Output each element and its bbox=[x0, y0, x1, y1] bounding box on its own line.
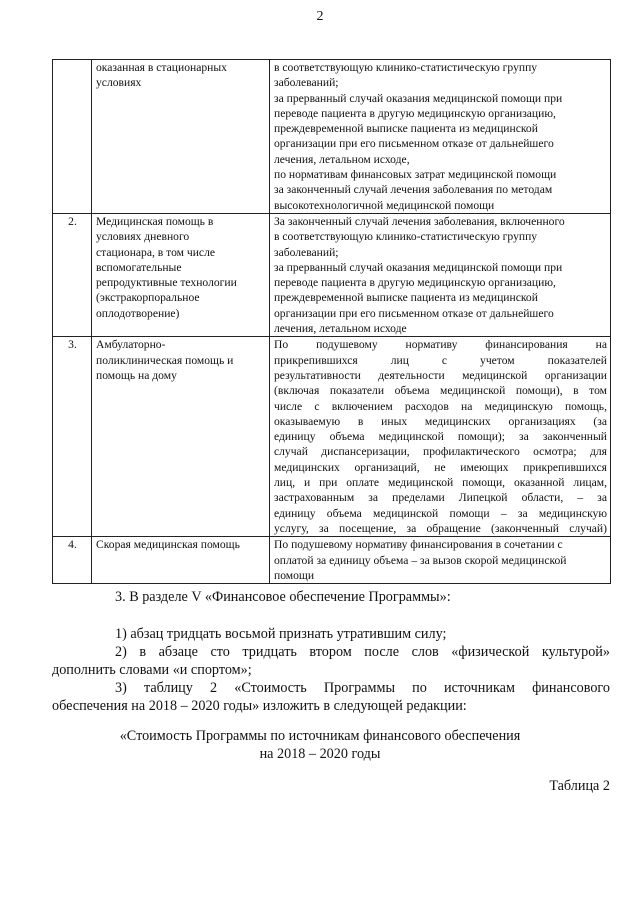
payment-method-line: организации при его письменном отказе от дальнейшего bbox=[274, 137, 554, 151]
item-2-line-1: 2) в абзаце сто тридцать втором после слов «физической культурой» bbox=[115, 644, 610, 660]
item-2-line-2: дополнить словами «и спортом»; bbox=[52, 662, 252, 678]
care-type-line: Амбулаторно- bbox=[96, 338, 166, 352]
care-type-line: репродуктивные технологии bbox=[96, 276, 237, 290]
care-type-line: помощь на дому bbox=[96, 368, 177, 382]
care-type-line: поликлиническая помощь и bbox=[96, 353, 234, 367]
table-row bbox=[53, 213, 611, 336]
payment-method-line: организации при его письменном отказе от дальнейшего bbox=[274, 306, 554, 320]
table-row bbox=[53, 337, 611, 537]
care-type-cell bbox=[92, 537, 270, 584]
item-2 bbox=[52, 643, 610, 679]
care-type-line: стационара, в том числе bbox=[96, 245, 216, 259]
payment-method-line: застрахованным за пределами Липецкой области, – за bbox=[274, 491, 607, 505]
section-heading: 3. В разделе V «Финансовое обеспечение Программы»: bbox=[115, 589, 451, 605]
payment-method-line: По подушевому нормативу финансирования на bbox=[274, 338, 607, 352]
care-type-cell bbox=[92, 213, 270, 336]
item-3-line-1: 3) таблицу 2 «Стоимость Программы по источникам финансового bbox=[115, 680, 610, 696]
quoted-table-title bbox=[0, 727, 640, 763]
payment-method-line: единицу объема медицинской помощи – за медицинскую bbox=[274, 506, 607, 520]
payment-method-line: в соответствующую клинико-статистическую группу bbox=[274, 61, 538, 74]
care-type-line: оплодотворение) bbox=[96, 306, 180, 320]
care-type-line: Скорая медицинская помощь bbox=[96, 538, 240, 552]
item-3-line-2: обеспечения на 2018 – 2020 годы» изложить в следующей редакции: bbox=[52, 698, 467, 714]
care-type-line: (экстракорпоральное bbox=[96, 291, 200, 305]
item-3 bbox=[52, 679, 610, 715]
payment-method-line: (включая показатели объема медицинской помощи), в том bbox=[274, 384, 607, 398]
payment-method-line: результативности деятельности медицинской организации bbox=[274, 368, 607, 382]
payment-methods-table bbox=[52, 59, 611, 584]
row-number-cell: 2. bbox=[53, 213, 92, 336]
payment-method-line: прикрепившихся лиц с учетом показателей bbox=[274, 353, 607, 367]
care-type-cell bbox=[92, 60, 270, 214]
care-type-line: оказанная в стационарных bbox=[96, 61, 227, 74]
care-type-cell bbox=[92, 337, 270, 537]
care-type-line: условиях дневного bbox=[96, 230, 190, 244]
payment-method-line: заболеваний; bbox=[274, 76, 339, 90]
payment-method-cell bbox=[270, 337, 611, 537]
quoted-table-title-line-2: на 2018 – 2020 годы bbox=[259, 746, 381, 762]
payment-method-line: переводе пациента в другую медицинскую организацию, bbox=[274, 276, 556, 290]
table-row bbox=[53, 537, 611, 584]
payment-method-line: преждевременной выписке пациента из медицинской bbox=[274, 291, 538, 305]
payment-method-line: лиц, и при оплате медицинской помощи, оказанной лицам, bbox=[274, 476, 607, 490]
payment-method-cell bbox=[270, 60, 611, 214]
payment-method-cell bbox=[270, 537, 611, 584]
payment-method-line: по нормативам финансовых затрат медицинской помощи bbox=[274, 168, 557, 182]
payment-method-cell bbox=[270, 213, 611, 336]
payment-method-line: за прерванный случай оказания медицинской помощи при bbox=[274, 260, 563, 274]
care-type-line: вспомогательные bbox=[96, 260, 182, 274]
payment-method-line: медицинских организаций, не имеющих прикрепившихся bbox=[274, 460, 607, 474]
row-number-cell: 3. bbox=[53, 337, 92, 537]
payment-method-line: лечения, летальном исходе, bbox=[274, 152, 410, 166]
payment-method-line: услугу, за посещение, за обращение (законченный случай) bbox=[274, 521, 607, 535]
payment-method-line: случай диспансеризации, профилактического осмотра; для bbox=[274, 445, 607, 459]
payment-method-line: числе с включением расходов на медицинскую помощь, bbox=[274, 399, 607, 413]
payment-method-line: переводе пациента в другую медицинскую организацию, bbox=[274, 106, 556, 120]
table-row bbox=[53, 60, 611, 214]
row-number-cell: 4. bbox=[53, 537, 92, 584]
payment-method-line: По подушевому нормативу финансирования в сочетании с bbox=[274, 538, 563, 552]
payment-method-line: в соответствующую клинико-статистическую группу bbox=[274, 230, 538, 244]
payment-method-line: высокотехнологичной медицинской помощи bbox=[274, 198, 495, 212]
care-type-line: Медицинская помощь в bbox=[96, 214, 214, 228]
table-label: Таблица 2 bbox=[549, 778, 610, 794]
payment-method-line: за прерванный случай оказания медицинской помощи при bbox=[274, 91, 563, 105]
payment-method-line: оказываемую в иных медицинских организациях (за bbox=[274, 414, 607, 428]
payment-method-line: за законченный случай лечения заболевания по методам bbox=[274, 183, 553, 197]
quoted-table-title-line-1: «Стоимость Программы по источникам финансового обеспечения bbox=[119, 728, 521, 744]
payment-method-line: заболеваний; bbox=[274, 245, 339, 259]
care-type-line: условиях bbox=[96, 76, 142, 90]
payment-method-line: преждевременной выписке пациента из медицинской bbox=[274, 122, 538, 136]
payment-method-line: лечения, летальном исходе bbox=[274, 322, 407, 336]
payment-method-line: единицу объема медицинской помощи); за законченный bbox=[274, 430, 607, 444]
row-number-cell bbox=[53, 60, 92, 214]
page-number: 2 bbox=[316, 9, 324, 24]
payment-method-line: За законченный случай лечения заболевания, включенного bbox=[274, 214, 565, 228]
payment-method-line: помощи bbox=[274, 568, 315, 582]
item-1: 1) абзац тридцать восьмой признать утратившим силу; bbox=[115, 626, 447, 642]
payment-method-line: оплатой за единицу объема – за вызов скорой медицинской bbox=[274, 553, 567, 567]
